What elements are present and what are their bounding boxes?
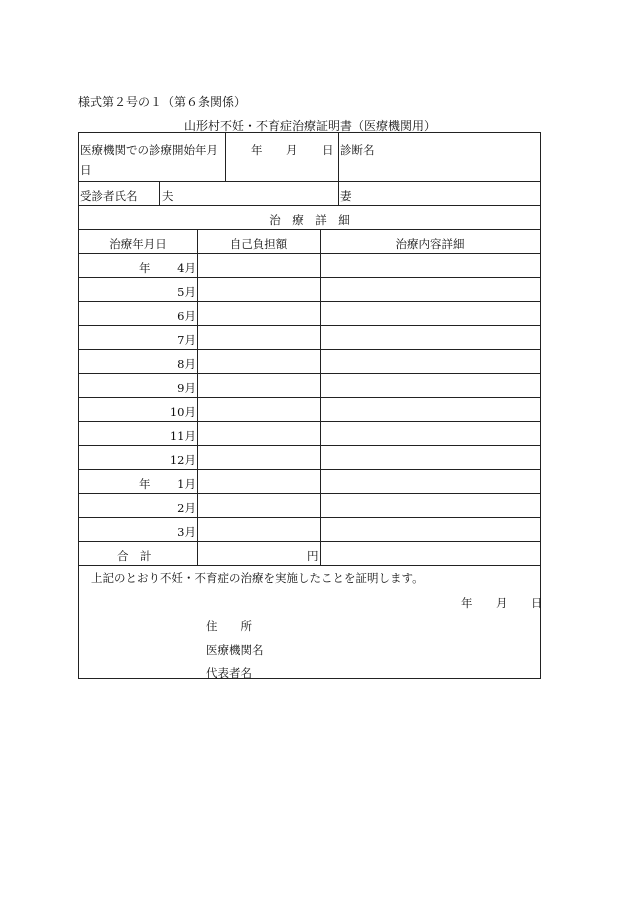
divider	[197, 229, 198, 565]
divider	[79, 421, 540, 422]
divider	[338, 133, 339, 181]
institution-name-label: 医療機関名	[206, 643, 264, 657]
row-month-label: 8月	[177, 357, 196, 371]
divider	[338, 181, 339, 205]
diagnosis-label: 診断名	[340, 143, 375, 157]
row-month-label: 6月	[177, 309, 196, 323]
divider	[79, 493, 540, 494]
row-month-label: 7月	[177, 333, 196, 347]
row-month-label: 3月	[177, 525, 196, 539]
column-header-date: 治療年月日	[109, 237, 167, 251]
divider	[79, 253, 540, 254]
row-month-label: 2月	[177, 501, 196, 515]
divider	[79, 397, 540, 398]
certificate-form	[78, 132, 541, 679]
start-date-label-day: 日	[80, 163, 92, 177]
representative-name-label: 代表者名	[206, 666, 252, 680]
divider	[79, 565, 540, 566]
row-year-label: 年	[139, 261, 151, 275]
divider	[79, 445, 540, 446]
divider	[79, 373, 540, 374]
form-number-label: 様式第２号の１（第６条関係）	[78, 95, 247, 109]
patient-name-label: 受診者氏名	[80, 189, 138, 203]
row-year-label: 年	[139, 477, 151, 491]
husband-label: 夫	[162, 189, 174, 203]
start-date-month: 月	[286, 143, 298, 157]
total-label: 合 計	[117, 549, 152, 563]
divider	[79, 541, 540, 542]
cert-month: 月	[496, 596, 508, 610]
row-month-label: 12月	[169, 453, 196, 467]
divider	[79, 205, 540, 206]
column-header-copay: 自己負担額	[229, 237, 288, 251]
document-title: 山形村不妊・不育症治療証明書（医療機関用）	[183, 119, 436, 133]
cert-day: 日	[531, 596, 543, 610]
row-month-label: 10月	[169, 405, 196, 419]
cert-year: 年	[461, 596, 473, 610]
start-date-day: 日	[322, 143, 334, 157]
divider	[79, 181, 540, 182]
row-month-label: 5月	[177, 285, 196, 299]
section-title: 治 療 詳 細	[269, 213, 350, 227]
divider	[79, 325, 540, 326]
column-header-details: 治療内容詳細	[395, 237, 465, 251]
divider	[79, 229, 540, 230]
row-month-label: 9月	[177, 381, 196, 395]
divider	[225, 133, 226, 181]
divider	[79, 349, 540, 350]
start-date-label: 医療機関での診療開始年月	[80, 143, 218, 157]
total-unit: 円	[307, 549, 319, 563]
divider	[320, 229, 321, 565]
row-month-label: 11月	[169, 429, 196, 443]
divider	[79, 277, 540, 278]
divider	[79, 301, 540, 302]
start-date-year: 年	[251, 143, 263, 157]
divider	[79, 469, 540, 470]
row-month-label: 1月	[177, 477, 196, 491]
divider	[79, 517, 540, 518]
row-month-label: 4月	[177, 261, 196, 275]
wife-label: 妻	[340, 189, 352, 203]
divider	[159, 181, 160, 205]
address-label: 住 所	[206, 619, 252, 633]
certification-statement: 上記のとおり不妊・不育症の治療を実施したことを証明します。	[91, 571, 424, 585]
